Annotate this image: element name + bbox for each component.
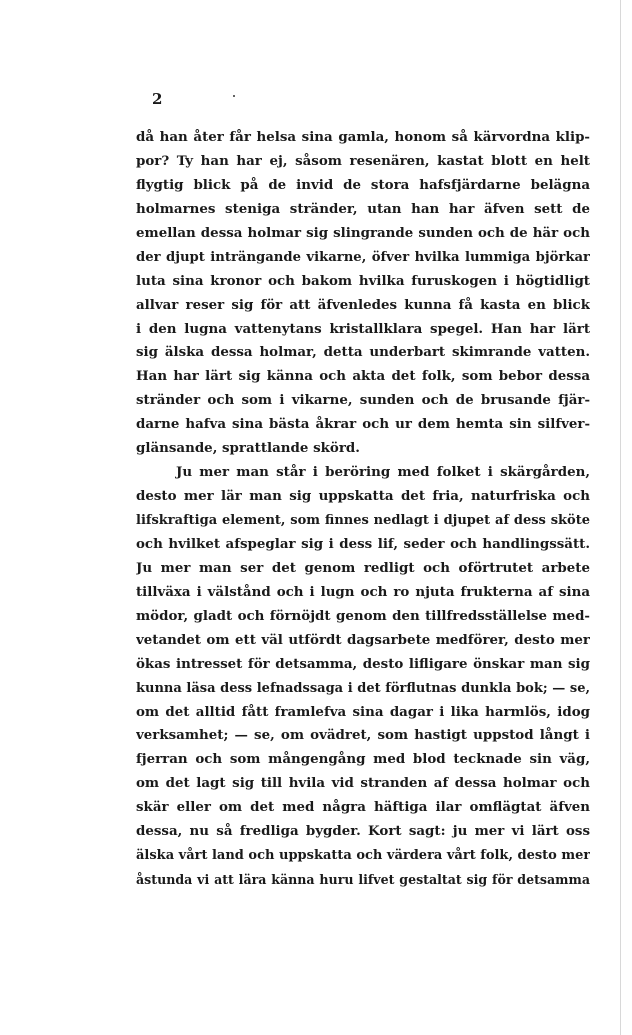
body-text [136, 126, 590, 892]
text-line: kunna läsa dess lefnadssaga i det förflutnas dunkla bok; — se, [136, 680, 590, 696]
text-line: flygtig blick på de invid de stora hafsfjärdarne belägna [136, 176, 590, 193]
text-line: glänsande, sprattlande skörd. [136, 440, 360, 457]
text-line: om det alltid fått framlefva sina dagar i lika harmlös, idog [136, 703, 590, 720]
page-edge [620, 0, 621, 1035]
text-line: då han åter får helsa sina gamla, honom så kärvordna klip- [136, 129, 590, 145]
text-line: darne hafva sina bästa åkrar och ur dem hemta sin silfver- [136, 416, 590, 433]
text-line: lifskraftiga element, som finnes nedlagt i djupet af dess sköte [136, 513, 590, 528]
text-line: desto mer lär man sig uppskatta det fria, naturfriska och [136, 488, 590, 505]
page-number: 2 [152, 90, 163, 108]
text-line: och hvilket afspeglar sig i dess lif, seder och handlingssätt. [136, 535, 590, 552]
print-speck [233, 95, 235, 97]
text-line: verksamhet; — se, om ovädret, som hastigt uppstod långt i [136, 727, 590, 744]
text-line: älska vårt land och uppskatta och värdera vårt folk, desto mer [136, 848, 590, 864]
text-line: vetandet om ett väl utfördt dagsarbete medförer, desto mer [136, 631, 590, 648]
text-line: por? Ty han har ej, såsom resenären, kastat blott en helt [136, 152, 590, 169]
text-line: allvar reser sig för att äfvenledes kunna få kasta en blick [136, 296, 590, 313]
text-line: i den lugna vattenytans kristallklara spegel. Han har lärt [136, 320, 590, 337]
text-line: der djupt inträngande vikarne, öfver hvilka lummiga björkar [136, 249, 590, 265]
text-line: mödor, gladt och förnöjdt genom den tillfredsställelse med- [136, 607, 590, 624]
text-line: stränder och som i vikarne, sunden och de brusande fjär- [136, 392, 590, 409]
text-line: skär eller om det med några häftiga ilar omflägtat äfven [136, 799, 590, 816]
text-line: åstunda vi att lära känna huru lifvet gestaltat sig för detsamma [136, 872, 590, 888]
text-line: holmarnes steniga stränder, utan han har äfven sett de [136, 200, 590, 217]
text-line: tillväxa i välstånd och i lugn och ro njuta frukterna af sina [136, 583, 590, 600]
text-line: om det lagt sig till hvila vid stranden af dessa holmar och [136, 775, 590, 792]
text-line: Ju mer man ser det genom redligt och oförtrutet arbete [136, 559, 590, 576]
text-line: sig älska dessa holmar, detta underbart skimrande vatten. [136, 344, 590, 361]
text-line: fjerran och som mångengång med blod tecknade sin väg, [136, 751, 590, 768]
text-line: dessa, nu så fredliga bygder. Kort sagt: ju mer vi lärt oss [136, 823, 590, 840]
text-line: luta sina kronor och bakom hvilka furuskogen i högtidligt [136, 272, 590, 289]
text-line: emellan dessa holmar sig slingrande sunden och de här och [136, 224, 590, 241]
text-line: Ju mer man står i beröring med folket i skärgården, [176, 464, 590, 481]
text-line: Han har lärt sig känna och akta det folk, som bebor dessa [136, 368, 590, 385]
text-line: ökas intresset för detsamma, desto lifligare önskar man sig [136, 655, 590, 672]
